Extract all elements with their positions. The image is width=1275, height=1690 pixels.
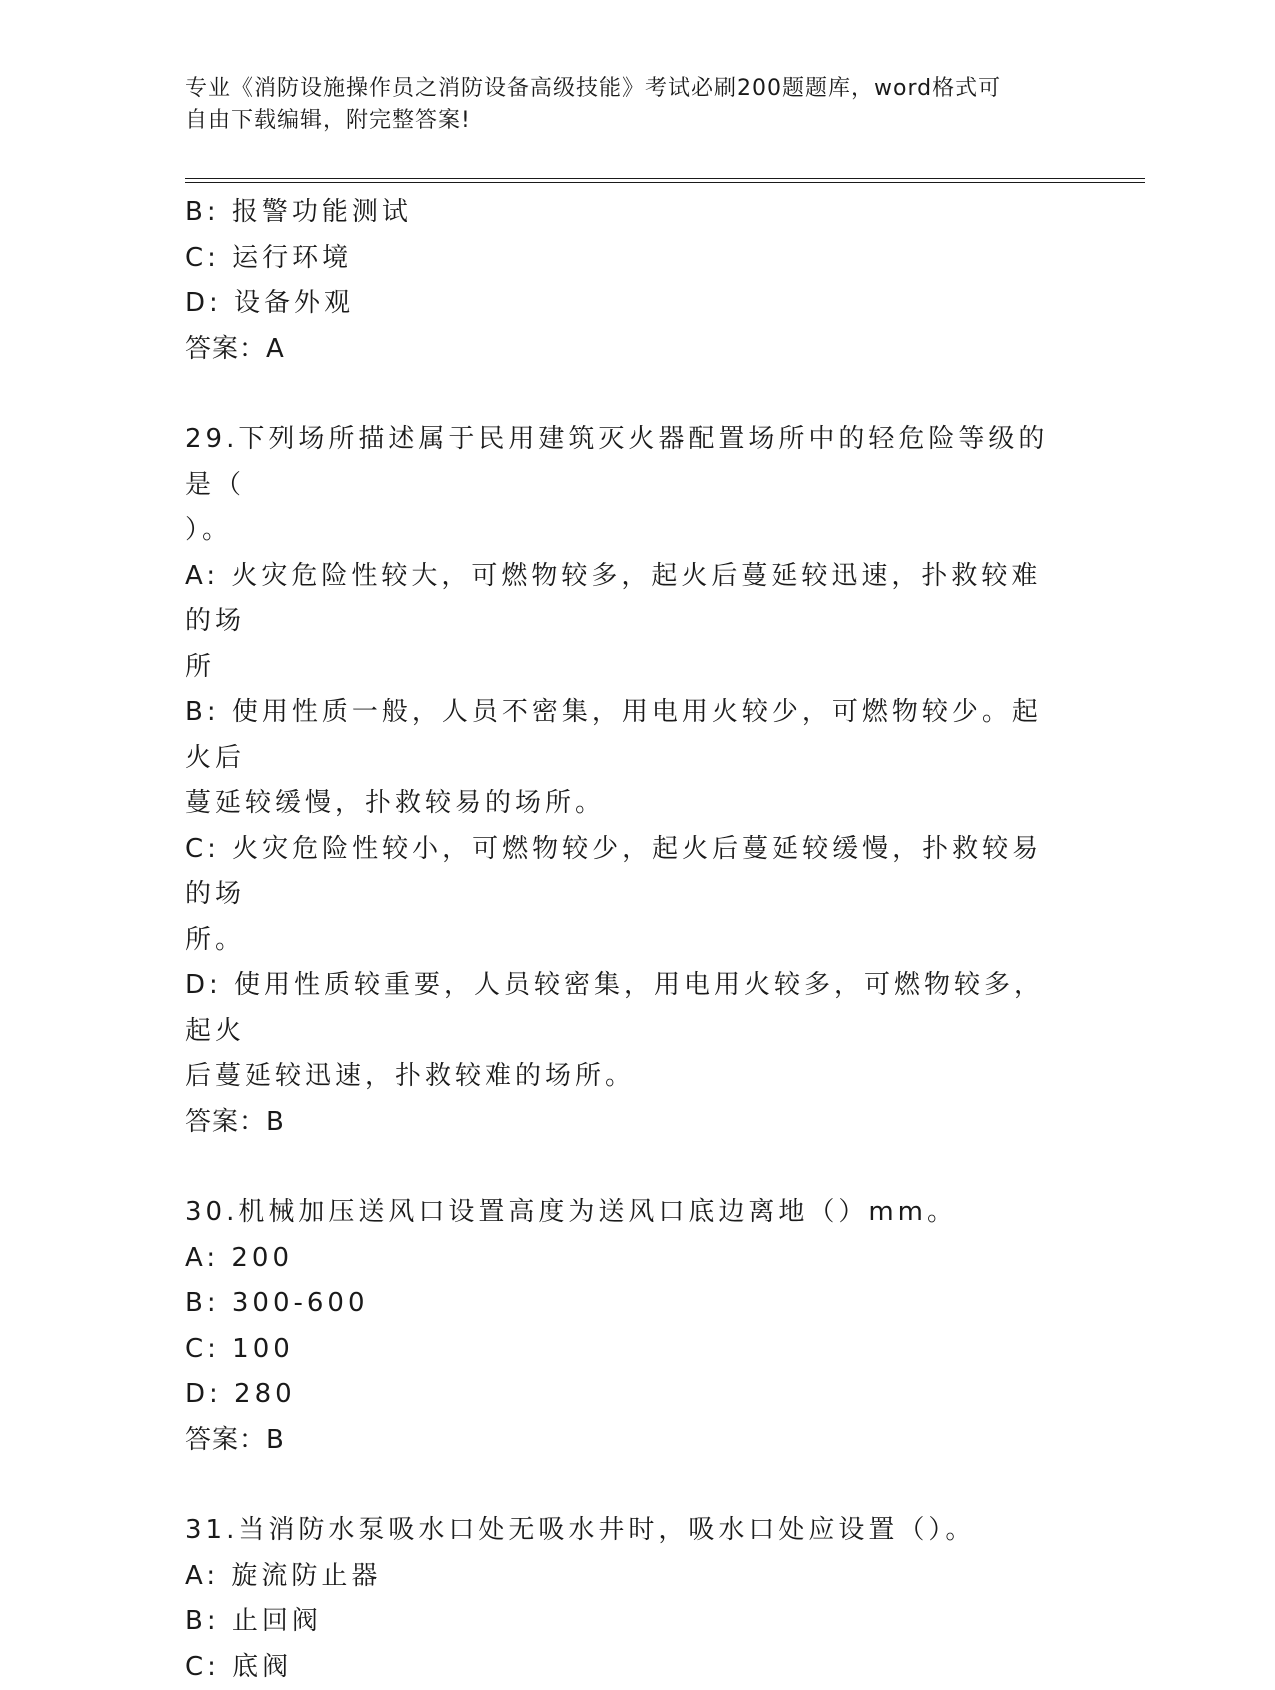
header-divider [185,178,1145,183]
question-stem: 30.机械加压送风口设置高度为送风口底边离地（）mm。 [185,1190,1065,1236]
question-list [185,190,1065,1690]
header-title-line-1: 专业《消防设施操作员之消防设备高级技能》考试必刷200题题库，word格式可 [185,73,1065,105]
option-c-continued: 所。 [185,918,1065,964]
option-a-continued: 所 [185,645,1065,691]
option-c: C: 底阀 [185,1645,1065,1690]
question-stem: 31.当消防水泵吸水口处无吸水井时，吸水口处应设置（）。 [185,1508,1065,1554]
question-29 [185,417,1065,1145]
question-stem: 29.下列场所描述属于民用建筑灭火器配置场所中的轻危险等级的是（ [185,417,1065,508]
spacer [185,372,1065,417]
answer: 答案：B [185,1100,1065,1146]
spacer [185,1145,1065,1190]
option-b: B: 300-600 [185,1281,1065,1327]
option-d: D: 使用性质较重要，人员较密集，用电用火较多，可燃物较多，起火 [185,963,1065,1054]
option-b-continued: 蔓延较缓慢，扑救较易的场所。 [185,781,1065,827]
option-a: A: 200 [185,1236,1065,1282]
option-c: C: 100 [185,1327,1065,1373]
option-a: A: 火灾危险性较大，可燃物较多，起火后蔓延较迅速，扑救较难的场 [185,554,1065,645]
option-d: D: 280 [185,1372,1065,1418]
option-c: C: 火灾危险性较小，可燃物较少，起火后蔓延较缓慢，扑救较易的场 [185,827,1065,918]
question-28-tail [185,190,1065,372]
question-stem-continued: ）。 [185,508,1065,554]
option-b: B: 报警功能测试 [185,190,1065,236]
spacer [185,1463,1065,1508]
option-a: A: 旋流防止器 [185,1554,1065,1600]
option-b: B: 使用性质一般，人员不密集，用电用火较少，可燃物较少。起火后 [185,690,1065,781]
answer: 答案：B [185,1418,1065,1464]
option-d: D: 设备外观 [185,281,1065,327]
question-30 [185,1190,1065,1463]
header-title-line-2: 自由下载编辑，附完整答案! [185,105,1065,137]
document-header [185,73,1065,137]
option-d-continued: 后蔓延较迅速，扑救较难的场所。 [185,1054,1065,1100]
answer: 答案：A [185,327,1065,373]
option-b: B: 止回阀 [185,1599,1065,1645]
option-c: C: 运行环境 [185,236,1065,282]
question-31 [185,1508,1065,1690]
